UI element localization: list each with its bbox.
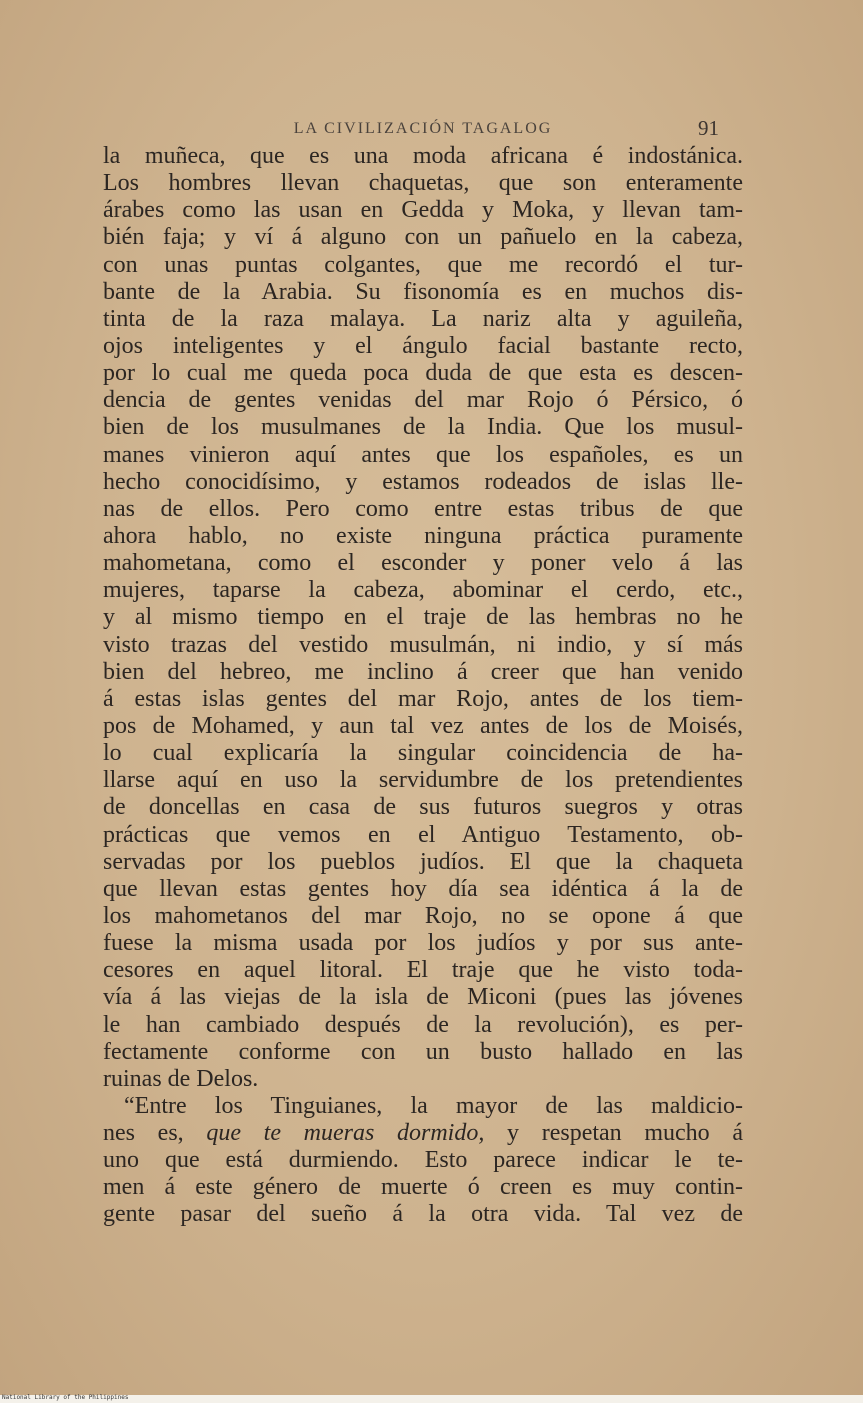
page-number: 91	[698, 116, 719, 140]
paragraph-end-line: ruinas de Delos.	[103, 1065, 259, 1092]
text-line: prácticas que vemos en el Antiguo Testamento, ob-	[103, 821, 743, 848]
text-line: nas de ellos. Pero como entre estas tribus de que	[103, 495, 743, 522]
text-line: fectamente conforme con un busto hallado en las	[103, 1038, 743, 1065]
text-line: bien del hebreo, me inclino á creer que han venido	[103, 658, 743, 685]
text-line: árabes como las usan en Gedda y Moka, y llevan tam-	[103, 197, 743, 224]
text-line: le han cambiado después de la revolución), es per-	[103, 1011, 743, 1038]
text-line: y al mismo tiempo en el traje de las hembras no he	[103, 604, 743, 631]
running-title: LA CIVILIZACIÓN TAGALOG	[293, 120, 553, 137]
text-line: bante de la Arabia. Su fisonomía es en muchos dis-	[103, 278, 743, 305]
text-line: por lo cual me queda poca duda de que esta es descen-	[103, 360, 743, 387]
body-text	[103, 143, 743, 1229]
text-line: á estas islas gentes del mar Rojo, antes de los tiem-	[103, 685, 743, 712]
text-line: bién faja; y ví á alguno con un pañuelo en la cabeza,	[103, 224, 743, 251]
text-line: ahora hablo, no existe ninguna práctica puramente	[103, 522, 743, 549]
text-line: mujeres, taparse la cabeza, abominar el cerdo, etc.,	[103, 577, 743, 604]
text-run: nes es,	[103, 1120, 207, 1147]
text-line: la muñeca, que es una moda africana é indostánica.	[103, 143, 743, 169]
text-line: con unas puntas colgantes, que me recordó el tur-	[103, 251, 743, 278]
text-line: men á este género de muerte ó creen es muy contin-	[103, 1174, 743, 1201]
running-head	[103, 116, 743, 142]
text-line: pos de Mohamed, y aun tal vez antes de los de Moisés,	[103, 712, 743, 739]
text-line: llarse aquí en uso la servidumbre de los pretendientes	[103, 767, 743, 794]
text-line: dencia de gentes venidas del mar Rojo ó Pérsico, ó	[103, 387, 743, 414]
text-line: bien de los musulmanes de la India. Que los musul-	[103, 414, 743, 441]
text-run: y respetan mucho á	[484, 1120, 743, 1147]
text-line: uno que está durmiendo. Esto parece indicar le te-	[103, 1147, 743, 1174]
text-line: Los hombres llevan chaquetas, que son enteramente	[103, 170, 743, 197]
text-line: de doncellas en casa de sus futuros suegros y otras	[103, 794, 743, 821]
text-line: manes vinieron aquí antes que los españoles, es un	[103, 441, 743, 468]
text-line: visto trazas del vestido musulmán, ni indio, y sí más	[103, 631, 743, 658]
text-line: los mahometanos del mar Rojo, no se opone á que	[103, 902, 743, 929]
text-line: cesores en aquel litoral. El traje que he visto toda-	[103, 957, 743, 984]
text-line: lo cual explicaría la singular coincidencia de ha-	[103, 740, 743, 767]
paragraph-start-line: “Entre los Tinguianes, la mayor de las maldicio-	[124, 1092, 743, 1119]
text-line: tinta de la raza malaya. La nariz alta y aguileña,	[103, 305, 743, 332]
library-credit: National Library of the Philippines	[2, 1394, 129, 1401]
text-line: ojos inteligentes y el ángulo facial bastante recto,	[103, 332, 743, 359]
text-line-with-italic	[103, 1120, 743, 1147]
italic-phrase: que te mueras dormido,	[206, 1120, 485, 1147]
text-line: gente pasar del sueño á la otra vida. Tal vez de	[103, 1201, 743, 1228]
text-line: fuese la misma usada por los judíos y por sus ante-	[103, 930, 743, 957]
text-line: mahometana, como el esconder y poner velo á las	[103, 550, 743, 577]
text-line: vía á las viejas de la isla de Miconi (pues las jóvenes	[103, 984, 743, 1011]
scan-footer	[0, 1395, 863, 1403]
text-line: hecho conocidísimo, y estamos rodeados de islas lle-	[103, 468, 743, 495]
text-line: que llevan estas gentes hoy día sea idéntica á la de	[103, 875, 743, 902]
text-line: servadas por los pueblos judíos. El que la chaqueta	[103, 848, 743, 875]
